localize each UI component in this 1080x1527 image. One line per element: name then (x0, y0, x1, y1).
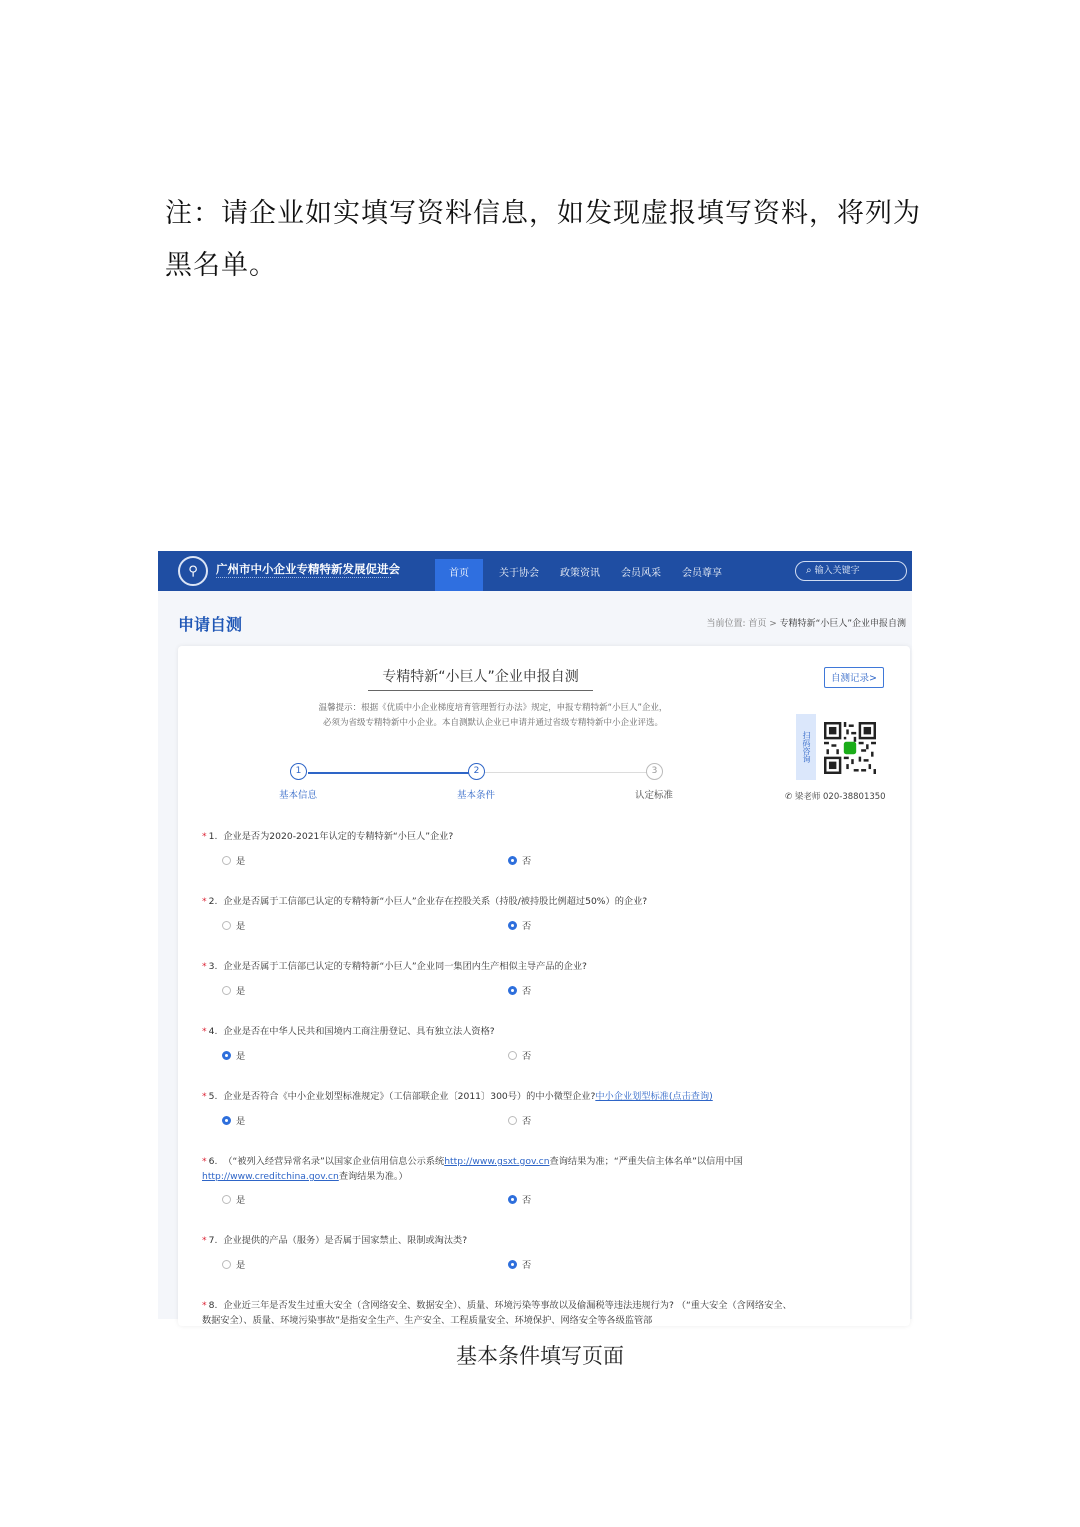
org-name: 广州市中小企业专精特新发展促进会 (216, 562, 400, 576)
q1-option-no[interactable]: 否 (508, 853, 531, 867)
question-text: 企业是否属于工信部已认定的专精特新“小巨人”企业存在控股关系（持股/被持股比例超过50%）的企业? (223, 896, 648, 907)
nav-home[interactable]: 首页 (435, 559, 483, 591)
question-number: 4. (208, 1026, 218, 1037)
question-1: * 1. 企业是否为2020-2021年认定的专精特新“小巨人”企业? (202, 831, 454, 842)
qr-label: 扫码咨询 (796, 714, 816, 780)
step-2-circle: 2 (468, 763, 485, 780)
step-2-label[interactable]: 基本条件 (457, 790, 496, 801)
question-text: 企业是否符合《中小企业划型标准规定》（工信部联企业〔2011〕300号）的中小微型企业? (223, 1091, 596, 1102)
question-text: 企业是否为2020-2021年认定的专精特新“小巨人”企业? (223, 831, 454, 842)
search-placeholder: 输入关键字 (814, 566, 860, 576)
question-number: 3. (208, 961, 218, 972)
search-icon: ⌕ (806, 565, 812, 576)
tip-line-2: 必须为省级专精特新中小企业。本自测默认企业已申请并通过省级专精特新中小企业评选。 (322, 718, 663, 728)
step-1-label[interactable]: 基本信息 (279, 790, 318, 801)
radio-button[interactable] (222, 1195, 231, 1204)
question-number: 6. (208, 1156, 218, 1167)
radio-button[interactable] (222, 856, 231, 865)
question-number: 2. (208, 896, 218, 907)
form-title: 专精特新“小巨人”企业申报自测 (368, 666, 593, 691)
q4-option-yes[interactable]: 是 (222, 1048, 245, 1062)
breadcrumb-prefix[interactable]: 当前位置: 首页 > (706, 619, 777, 629)
radio-button[interactable] (222, 921, 231, 930)
question-number: 5. (208, 1091, 218, 1102)
nav-about[interactable]: 关于协会 (499, 568, 539, 579)
q1-option-yes[interactable]: 是 (222, 853, 245, 867)
question-4: * 4. 企业是否在中华人民共和国境内工商注册登记、具有独立法人资格? (202, 1026, 495, 1037)
radio-button-selected[interactable] (508, 856, 517, 865)
q6-option-no[interactable]: 否 (508, 1192, 531, 1206)
step-pending-line (478, 772, 648, 773)
q7-option-yes[interactable]: 是 (222, 1257, 245, 1271)
screenshot-frame (158, 551, 912, 1326)
question-text: 查询结果为准。） (338, 1171, 408, 1182)
question-7: * 7. 企业提供的产品（服务）是否属于国家禁止、限制或淘汰类? (202, 1235, 468, 1246)
radio-button-selected[interactable] (508, 1260, 517, 1269)
q4-option-no[interactable]: 否 (508, 1048, 531, 1062)
radio-button-selected[interactable] (508, 1195, 517, 1204)
step-1-circle: 1 (290, 763, 307, 780)
creditchina-link[interactable]: http://www.creditchina.gov.cn (202, 1171, 339, 1182)
page-title: 申请自测 (178, 615, 243, 634)
question-number: 8. (208, 1300, 218, 1311)
notice-text: 注：请企业如实填写资料信息，如发现虚报填写资料，将列为黑名单。 (165, 198, 921, 281)
question-text: 企业是否属于工信部已认定的专精特新“小巨人”企业同一集团内生产相似主导产品的企业? (223, 961, 587, 972)
classification-standard-link[interactable]: 中小企业划型标准(点击查询) (595, 1091, 713, 1102)
step-3-label[interactable]: 认定标准 (635, 790, 674, 801)
nav-members[interactable]: 会员风采 (621, 568, 661, 579)
figure-caption: 基本条件填写页面 (456, 1344, 624, 1368)
q2-option-yes[interactable]: 是 (222, 918, 245, 932)
qr-code-icon (824, 722, 876, 774)
nav-policy[interactable]: 政策资讯 (560, 568, 600, 579)
question-text-cut: （含网络安全、数据安全）、质量、环境污染事故”是指安全生产、生产安全、工程质量安全、环境保护、网络安全等各级监管部 (202, 1300, 792, 1326)
association-logo-icon: ⚲ (178, 556, 208, 586)
q2-option-no[interactable]: 否 (508, 918, 531, 932)
q5-option-yes[interactable]: 是 (222, 1113, 245, 1127)
search-input[interactable] (795, 561, 907, 581)
question-2: * 2. 企业是否属于工信部已认定的专精特新“小巨人”企业存在控股关系（持股/被持股比例超过50%）的企业? (202, 896, 648, 907)
radio-button[interactable] (508, 1116, 517, 1125)
radio-button-selected[interactable] (222, 1051, 231, 1060)
tip-line-1: 温馨提示：根据《优质中小企业梯度培育管理暂行办法》规定，申报专精特新“小巨人”企业， (318, 703, 668, 713)
self-test-records-button[interactable]: 自测记录> (824, 667, 884, 688)
breadcrumb-current: 专精特新“小巨人”企业申报自测 (779, 619, 906, 629)
question-number: 1. (208, 831, 218, 842)
gsxt-link[interactable]: http://www.gsxt.gov.cn (444, 1156, 550, 1167)
step-progress-line (308, 772, 478, 774)
radio-button-selected[interactable] (508, 986, 517, 995)
radio-button-selected[interactable] (508, 921, 517, 930)
radio-button[interactable] (222, 986, 231, 995)
self-test-form-card (178, 646, 910, 1326)
step-3-circle: 3 (646, 763, 663, 780)
org-english-name-line (216, 577, 391, 580)
q5-option-no[interactable]: 否 (508, 1113, 531, 1127)
q6-option-yes[interactable]: 是 (222, 1192, 245, 1206)
radio-button-selected[interactable] (222, 1116, 231, 1125)
q3-option-no[interactable]: 否 (508, 983, 531, 997)
top-nav-bar (158, 551, 912, 591)
question-text: 企业近三年是否发生过重大安全（含网络安全、数据安全）、质量、环境污染等事故以及偷漏税等违法违规行为? （“重大安全 (223, 1300, 728, 1311)
question-number: 7. (208, 1235, 218, 1246)
breadcrumb (707, 616, 907, 629)
question-3: * 3. 企业是否属于工信部已认定的专精特新“小巨人”企业同一集团内生产相似主导产品的企业? (202, 961, 587, 972)
q3-option-yes[interactable]: 是 (222, 983, 245, 997)
question-6: * 6. （“被列入经营异常名录”以国家企业信用信息公示系统http://www.gsxt.gov.cn查询结果为准；“严重失信主体名单”以信用中国http://www.creditchina.gov.cn查询结果为准。） (202, 1156, 743, 1182)
q7-option-no[interactable]: 否 (508, 1257, 531, 1271)
question-text: （“被列入经营异常名录”以国家企业信用信息公示系统 (223, 1156, 445, 1167)
nav-member-benefits[interactable]: 会员尊享 (682, 568, 722, 579)
radio-button[interactable] (508, 1051, 517, 1060)
radio-button[interactable] (222, 1260, 231, 1269)
question-text: 企业提供的产品（服务）是否属于国家禁止、限制或淘汰类? (223, 1235, 468, 1246)
question-8: * 8. 企业近三年是否发生过重大安全（含网络安全、数据安全）、质量、环境污染等事故以及偷漏税等违法违规行为? （“重大安全（含网络安全、数据安全）、质量、环境污染事故”是指安全生产、生产安全、工程质量安全、环境保护、网络安全等各级监管部 (202, 1300, 792, 1326)
question-text: 查询结果为准；“严重失信主体名单”以信用中国 (549, 1156, 743, 1167)
tip-text (283, 701, 703, 731)
question-5: * 5. 企业是否符合《中小企业划型标准规定》（工信部联企业〔2011〕300号）的中小微型企业?中小企业划型标准(点击查询) (202, 1091, 713, 1102)
contact-phone: ✆ 梁老师 020-38801350 (785, 792, 886, 802)
question-text: 企业是否在中华人民共和国境内工商注册登记、具有独立法人资格? (223, 1026, 495, 1037)
